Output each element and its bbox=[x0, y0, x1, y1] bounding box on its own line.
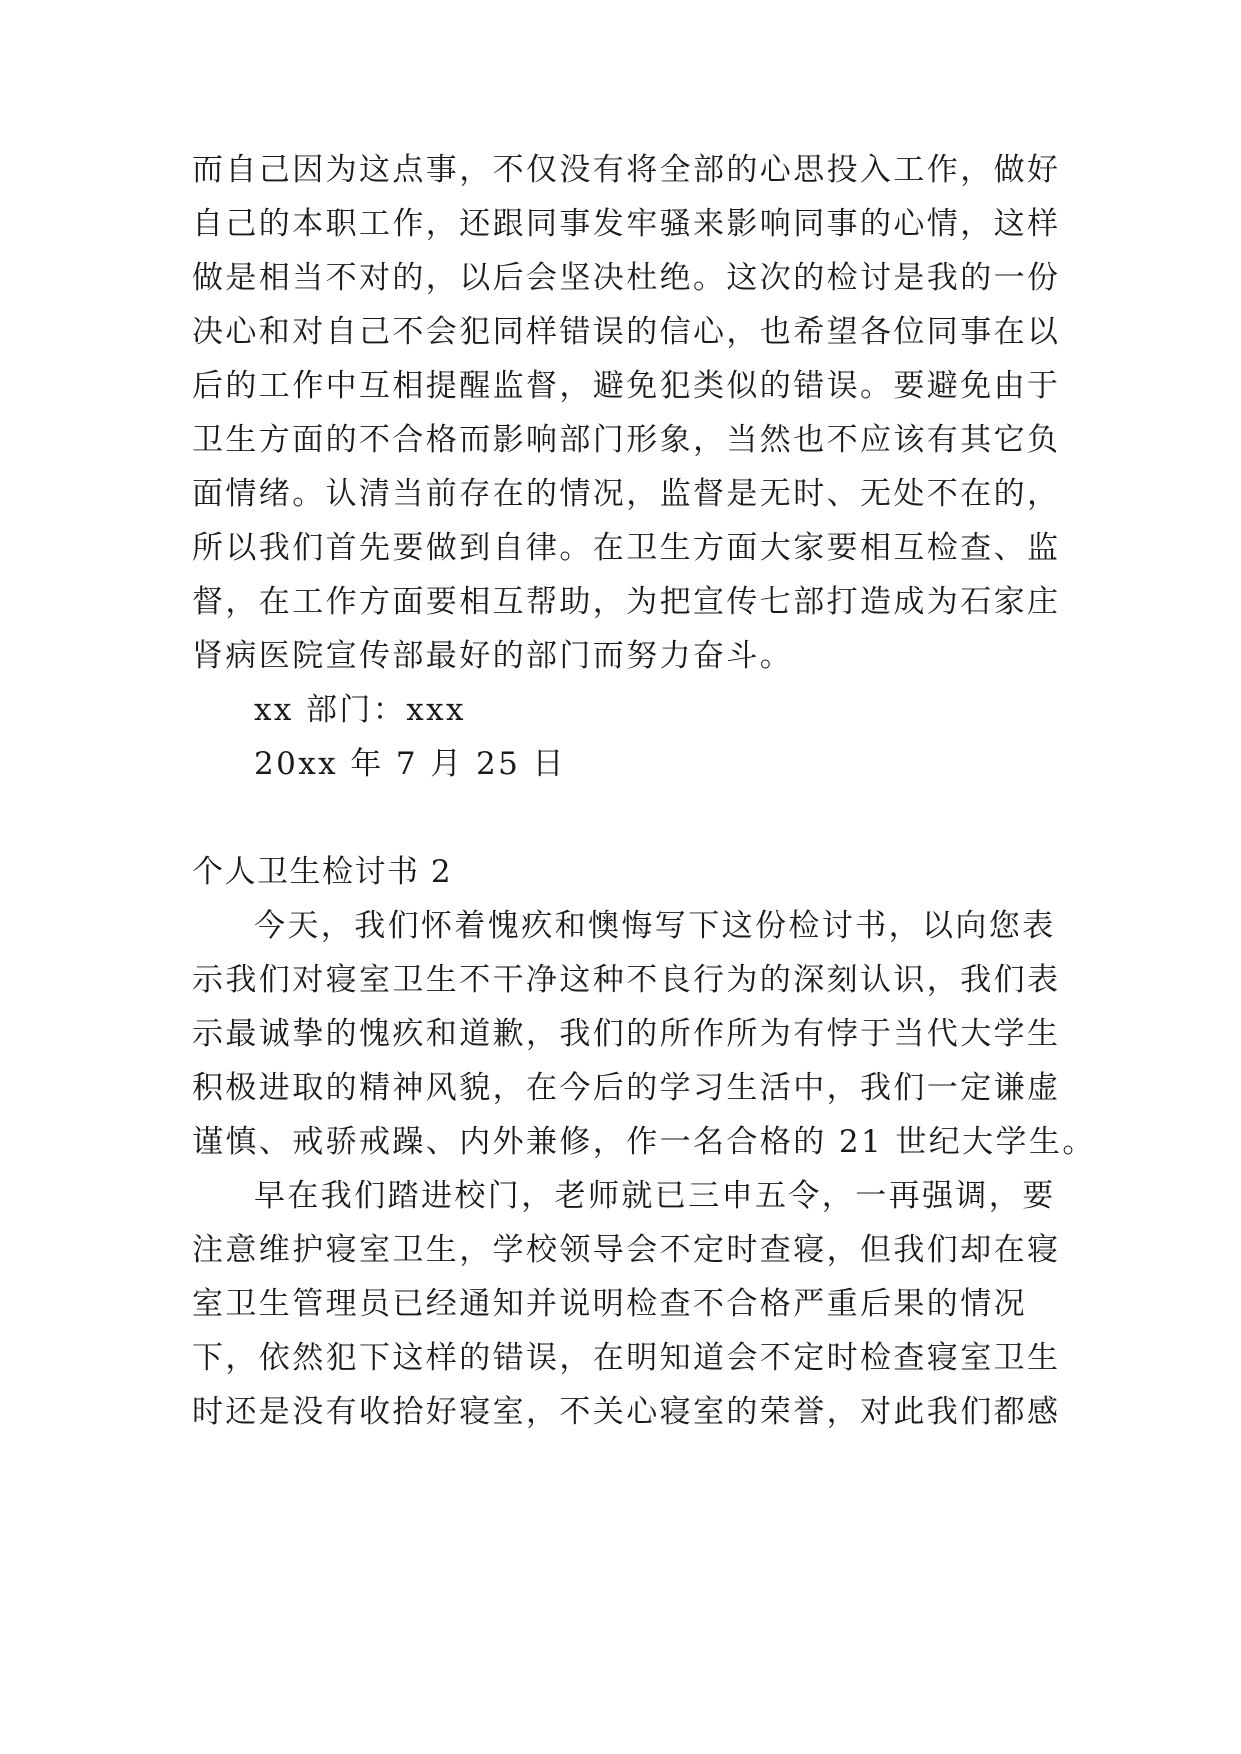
text-line: 积极进取的精神风貌，在今后的学习生活中，我们一定谦虚 bbox=[192, 1070, 1061, 1106]
text-line: 注意维护寝室卫生，学校领导会不定时查寝，但我们却在寝 bbox=[192, 1232, 1061, 1268]
text-line: 决心和对自己不会犯同样错误的信心，也希望各位同事在以 bbox=[192, 314, 1061, 350]
signature: xx 部门：xxx bbox=[254, 692, 466, 728]
text-line: 督，在工作方面要相互帮助，为把宣传七部打造成为石家庄 bbox=[192, 584, 1061, 620]
text-line: 自己的本职工作，还跟同事发牢骚来影响同事的心情，这样 bbox=[192, 206, 1061, 242]
text-line: 面情绪。认清当前存在的情况，监督是无时、无处不在的， bbox=[192, 476, 1061, 512]
text-line: 室卫生管理员已经通知并说明检查不合格严重后果的情况 bbox=[192, 1286, 1027, 1322]
text-line: 下，依然犯下这样的错误，在明知道会不定时检查寝室卫生 bbox=[192, 1340, 1061, 1376]
date: 20xx 年 7 月 25 日 bbox=[254, 746, 566, 782]
text-line: 早在我们踏进校门，老师就已三申五令，一再强调，要 bbox=[254, 1178, 1056, 1214]
text-line: 所以我们首先要做到自律。在卫生方面大家要相互检查、监 bbox=[192, 530, 1061, 566]
text-line: 示我们对寝室卫生不干净这种不良行为的深刻认识，我们表 bbox=[192, 962, 1061, 998]
text-line: 做是相当不对的，以后会坚决杜绝。这次的检讨是我的一份 bbox=[192, 260, 1061, 296]
text-line: 后的工作中互相提醒监督，避免犯类似的错误。要避免由于 bbox=[192, 368, 1061, 404]
text-line: 谨慎、戒骄戒躁、内外兼修，作一名合格的 21 世纪大学生。 bbox=[192, 1124, 1096, 1160]
text-line: 今天，我们怀着愧疚和懊悔写下这份检讨书，以向您表 bbox=[254, 908, 1056, 944]
text-line: 卫生方面的不合格而影响部门形象，当然也不应该有其它负 bbox=[192, 422, 1061, 458]
text-line: 时还是没有收拾好寝室，不关心寝室的荣誉，对此我们都感 bbox=[192, 1394, 1061, 1430]
text-line: 而自己因为这点事，不仅没有将全部的心思投入工作，做好 bbox=[192, 152, 1061, 188]
text-line: 肾病医院宣传部最好的部门而努力奋斗。 bbox=[192, 638, 794, 674]
text-line: 示最诚挚的愧疚和道歉，我们的所作所为有悖于当代大学生 bbox=[192, 1016, 1061, 1052]
section-title: 个人卫生检讨书 2 bbox=[192, 854, 453, 890]
